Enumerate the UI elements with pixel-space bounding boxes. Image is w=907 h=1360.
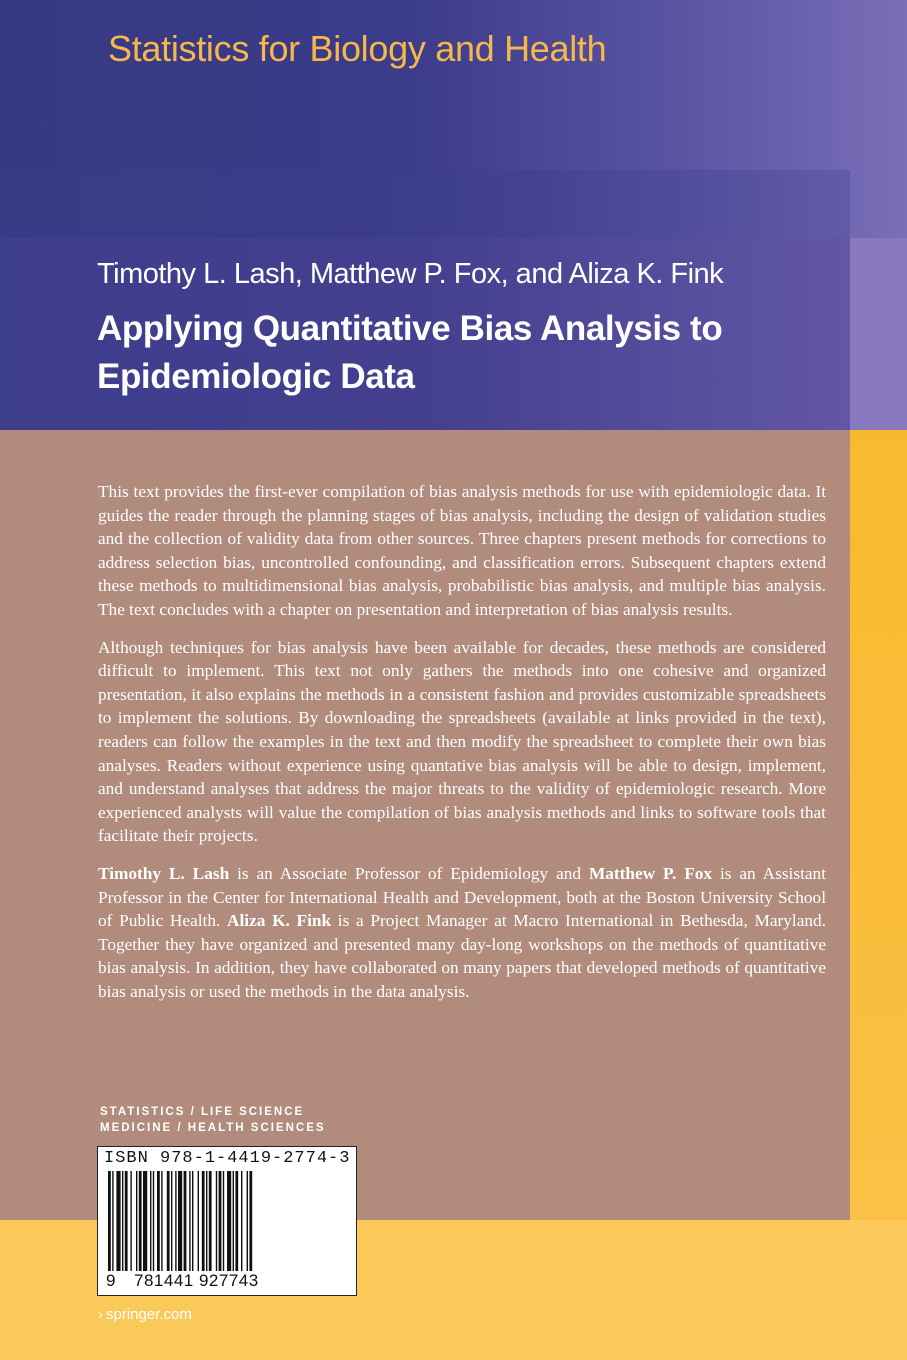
barcode-bar — [216, 1171, 217, 1271]
book-title-line-1: Applying Quantitative Bias Analysis to — [97, 309, 723, 348]
barcode-bar — [161, 1171, 162, 1271]
subject-line-1: STATISTICS / LIFE SCIENCE — [100, 1106, 305, 1118]
barcode-bar — [233, 1171, 234, 1271]
barcode-bar — [247, 1171, 248, 1271]
book-title-line-2: Epidemiologic Data — [97, 357, 415, 396]
barcode-bar — [136, 1171, 137, 1271]
subject-categories — [100, 1104, 326, 1136]
barcode-bar — [139, 1171, 142, 1271]
barcode-bar — [143, 1171, 147, 1271]
barcode-bar — [249, 1171, 252, 1271]
publisher-link[interactable] — [98, 1306, 192, 1323]
barcode-bar — [175, 1171, 176, 1271]
author-name-fink: Aliza K. Fink — [227, 911, 332, 931]
barcode-bar — [153, 1171, 154, 1271]
barcode-digits: 781441 927743 — [134, 1271, 259, 1290]
series-title: Statistics for Biology and Health — [108, 28, 607, 69]
book-authors: Timothy L. Lash, Matthew P. Fox, and Aliza K. Fink — [97, 258, 724, 290]
bio-text-3: is a Project Manager at Macro International in Bethesda, Maryland. Together they have organized and presented many day-long workshops on the methods of quantitative bias analysis. In addition, they have collaborated on many papers that developed methods of quantitative bias analysis or used the methods in the data analysis. — [98, 911, 826, 1001]
barcode-bar — [219, 1171, 222, 1271]
author-bio-paragraph — [98, 862, 826, 1004]
bio-text-2: is an Assistant Professor in the Center for International Health and Development, both at the Boston University School of Public Health. — [98, 863, 827, 931]
barcode-bar — [150, 1171, 151, 1271]
barcode-bar — [223, 1171, 224, 1271]
barcode-bar — [202, 1171, 205, 1271]
subject-line-2: MEDICINE / HEALTH SCIENCES — [100, 1122, 326, 1134]
bio-text-1: is an Associate Professor of Epidemiology and — [229, 863, 589, 883]
side-accent-strip — [850, 430, 907, 1220]
barcode-bar — [235, 1171, 238, 1271]
barcode-bar — [122, 1171, 123, 1271]
barcode-bar — [206, 1171, 207, 1271]
barcode-prefix-digit: 9 — [106, 1271, 116, 1290]
publisher-url: springer.com — [106, 1306, 192, 1323]
barcode-bar — [125, 1171, 128, 1271]
header-shadow-strip — [0, 170, 850, 238]
barcode-bar — [178, 1171, 182, 1271]
book-title — [97, 305, 837, 401]
barcode-bar — [209, 1171, 212, 1271]
chevron-right-icon: › — [98, 1306, 103, 1323]
barcode-bar — [192, 1171, 193, 1271]
barcode-bar — [167, 1171, 170, 1271]
barcode-bar — [116, 1171, 120, 1271]
barcode-bars — [106, 1171, 346, 1271]
barcode-bar — [184, 1171, 187, 1271]
barcode-bar — [157, 1171, 160, 1271]
barcode-bar — [198, 1171, 199, 1271]
barcode-bar — [241, 1171, 242, 1271]
description-paragraph-1: This text provides the first-ever compilation of bias analysis methods for use with epidemiologic data. It guides the reader through the planning stages of bias analysis, including the design of validation studies and the collection of validity data from other sources. Three chapters present methods for corrections to address selection bias, uncontrolled confounding, and classification errors. Subsequent chapters extend these methods to multidimensional bias analysis, probabilistic bias analysis, and multiple bias analysis. The text concludes with a chapter on presentation and interpretation of bias analysis results. — [98, 482, 826, 619]
isbn-barcode — [97, 1146, 357, 1296]
isbn-label: ISBN 978-1-4419-2774-3 — [104, 1149, 351, 1168]
barcode-bar — [189, 1171, 190, 1271]
description-paragraph-2: Although techniques for bias analysis have been available for decades, these methods are considered difficult to implement. This text not only gathers the methods into one cohesive and organized presentation, it also explains the methods in a consistent fashion and provides customizable spreadsheets to implement the solutions. By downloading the spreadsheets (available at links provided in the text), readers can follow the examples in the text and then modify the spreadsheet to complete their own bias analyses. Readers without experience using quantative bias analysis will be able to design, implement, and understand analyses that address the major threats to the validity of epidemiologic research. More experienced analysts will value the compilation of bias analysis methods and links to software tools that facilitate their projects. — [98, 637, 826, 846]
book-description — [98, 480, 826, 1017]
title-band-edge — [850, 238, 907, 430]
barcode-bar — [171, 1171, 172, 1271]
barcode-bar — [130, 1171, 131, 1271]
author-name-lash: Timothy L. Lash — [98, 863, 230, 883]
barcode-bar — [227, 1171, 231, 1271]
author-name-fox: Matthew P. Fox — [588, 863, 713, 883]
barcode-bar — [108, 1171, 111, 1271]
barcode-bar — [112, 1171, 113, 1271]
